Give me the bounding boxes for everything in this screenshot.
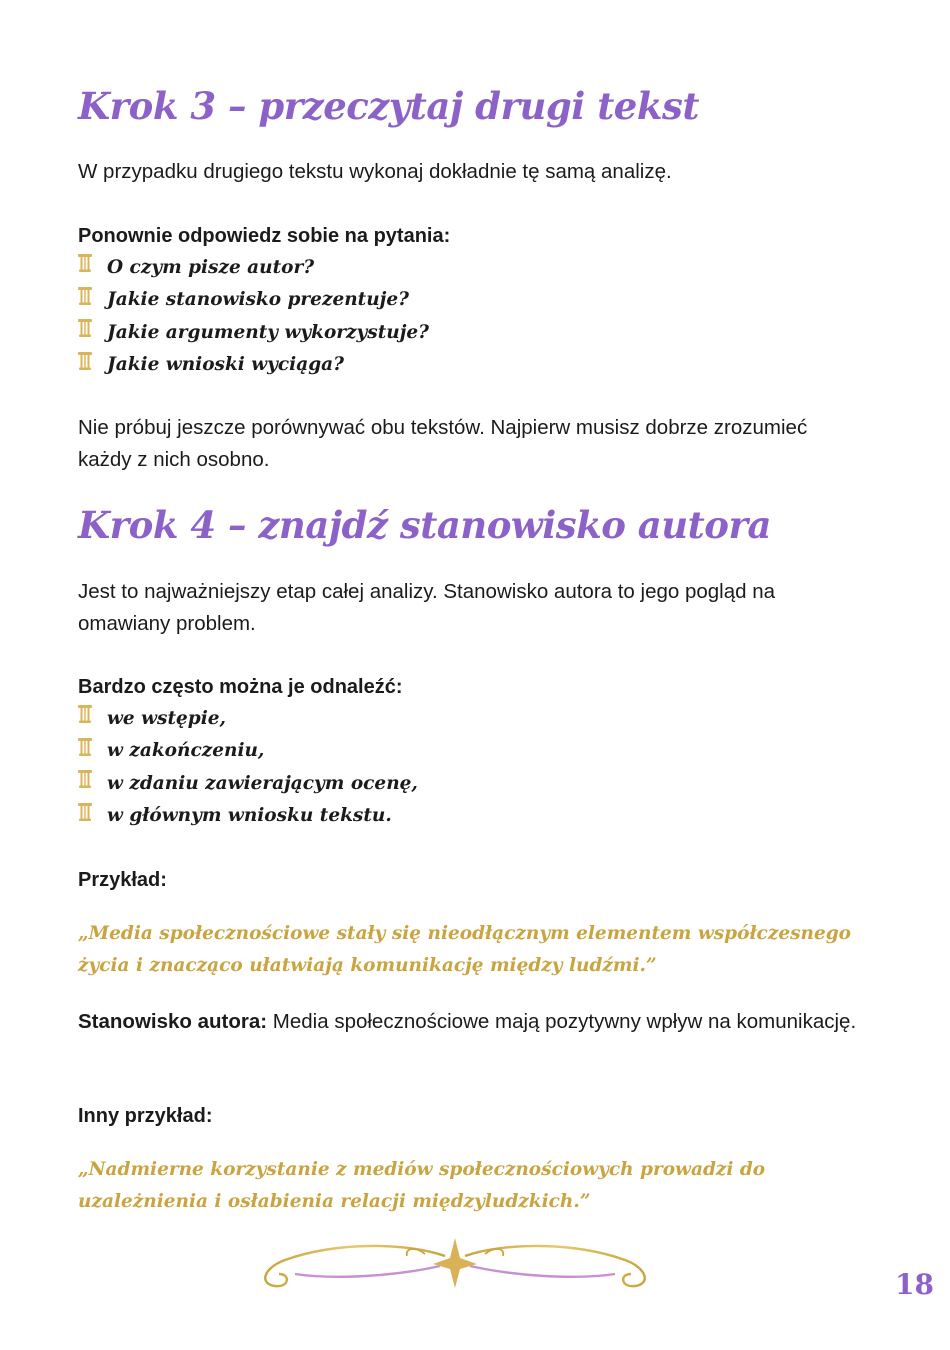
column-icon [78, 352, 92, 370]
page-number: 18 [895, 1268, 934, 1301]
step4-heading: Krok 4 – znajdź stanowisko autora [78, 503, 771, 547]
list-item [78, 316, 862, 349]
list-item [78, 800, 862, 833]
author-position-label: Stanowisko autora: [78, 1010, 268, 1033]
other-example-label: Inny przykład: [78, 1105, 213, 1127]
column-icon [78, 287, 92, 305]
question-text: Jakie stanowisko prezentuje? [107, 289, 409, 311]
step3-note: Nie próbuj jeszcze porównywać obu tekstów. Najpierw musisz dobrze zrozumieć każdy z nich osobno. [78, 416, 808, 471]
step3-heading: Krok 3 – przeczytaj drugi tekst [78, 84, 699, 128]
list-item [78, 767, 862, 800]
example-quote: „Media społecznościowe stały się nieodłącznym elementem współczesnego życia i znacząco ułatwiają komunikację między ludźmi.” [78, 923, 852, 976]
list-item [78, 284, 862, 317]
step4-places-list [78, 702, 862, 832]
place-text: w zakończeniu, [107, 740, 265, 762]
step3-intro: W przypadku drugiego tekstu wykonaj dokładnie tę samą analizę. [78, 160, 672, 183]
column-icon [78, 254, 92, 272]
step4-places-label: Bardzo często można je odnaleźć: [78, 676, 403, 698]
question-text: Jakie wnioski wyciąga? [107, 354, 344, 376]
author-position [78, 1006, 862, 1038]
place-text: we wstępie, [107, 707, 226, 729]
column-icon [78, 319, 92, 337]
column-icon [78, 738, 92, 756]
list-item [78, 702, 862, 735]
list-item [78, 349, 862, 382]
column-icon [78, 803, 92, 821]
step3-questions-list [78, 251, 862, 381]
example-label: Przykład: [78, 869, 167, 891]
other-example-quote: „Nadmierne korzystanie z mediów społecznościowych prowadzi do uzależnienia i osłabienia relacji międzyludzkich.” [78, 1159, 766, 1212]
place-text: w zdaniu zawierającym ocenę, [107, 772, 418, 794]
star-flourish-icon [255, 1236, 655, 1296]
list-item [78, 735, 862, 768]
author-position-text: Media społecznościowe mają pozytywny wpływ na komunikację. [267, 1010, 857, 1033]
step3-questions-label: Ponownie odpowiedz sobie na pytania: [78, 225, 451, 247]
list-item [78, 251, 862, 284]
column-icon [78, 770, 92, 788]
step4-intro: Jest to najważniejszy etap całej analizy. Stanowisko autora to jego pogląd na omawiany problem. [78, 580, 776, 635]
question-text: Jakie argumenty wykorzystuje? [107, 321, 429, 343]
place-text: w głównym wniosku tekstu. [107, 805, 392, 827]
column-icon [78, 705, 92, 723]
question-text: O czym pisze autor? [107, 256, 315, 278]
